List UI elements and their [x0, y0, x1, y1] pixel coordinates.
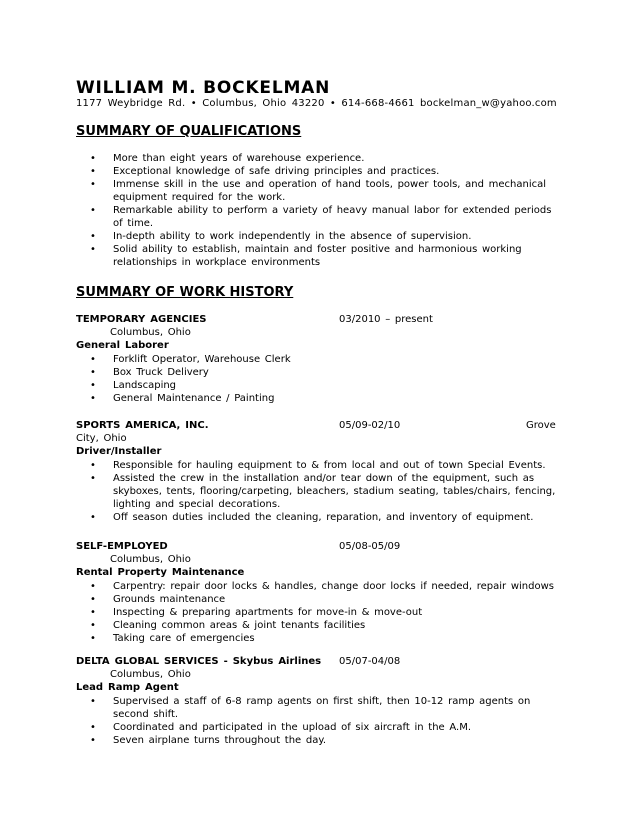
bullet-icon: •: [90, 205, 96, 216]
bullet-icon: •: [90, 607, 96, 618]
job-title: Lead Ramp Agent: [76, 682, 179, 693]
bullet-icon: •: [90, 179, 96, 190]
job-duties: [90, 353, 560, 405]
job-dates: 05/07-04/08: [339, 656, 401, 667]
job-location: Grove: [526, 420, 556, 431]
list-item: • Immense skill in the use and operation of hand tools, power tools, and mechanical equipment required for the work.: [90, 179, 547, 203]
list-item: • Off season duties included the cleaning, reparation, and inventory of equipment.: [90, 512, 534, 523]
bullet-icon: •: [90, 696, 96, 707]
bullet-icon: •: [90, 620, 96, 631]
job-title: General Laborer: [76, 340, 169, 351]
bullet-icon: •: [90, 460, 96, 471]
job-location: Columbus, Ohio: [110, 669, 191, 680]
job-location: Columbus, Ohio: [110, 554, 191, 565]
bullet-icon: •: [90, 244, 96, 255]
bullet-icon: •: [90, 153, 96, 164]
job-company: TEMPORARY AGENCIES: [76, 314, 207, 325]
bullet-icon: •: [90, 735, 96, 746]
bullet-icon: •: [90, 473, 96, 484]
list-item: • Assisted the crew in the installation and/or tear down of the equipment, such as skyboxes, tents, flooring/carpeting, bleachers, stadium seating, tables/chairs, fencing, lighting and special decorations.: [90, 473, 556, 510]
candidate-name: WILLIAM M. BOCKELMAN: [76, 78, 331, 98]
list-item: • Solid ability to establish, maintain and foster positive and harmonious working relationships in workplace environments: [90, 244, 522, 268]
bullet-icon: •: [90, 722, 96, 733]
bullet-icon: •: [90, 231, 96, 242]
bullet-icon: •: [90, 512, 96, 523]
list-item: • Landscaping: [90, 380, 177, 391]
job-dates: 05/09-02/10: [339, 420, 401, 431]
job-company: SPORTS AMERICA, INC.: [76, 420, 209, 431]
job-dates: 03/2010 – present: [339, 314, 433, 325]
bullet-icon: •: [90, 633, 96, 644]
list-item: • Carpentry: repair door locks & handles, change door locks if needed, repair windows: [90, 581, 554, 592]
work-history-heading: SUMMARY OF WORK HISTORY: [76, 285, 294, 300]
job-dates: 05/08-05/09: [339, 541, 401, 552]
bullet-icon: •: [90, 380, 96, 391]
job-duties: [90, 695, 550, 747]
list-item: • Forklift Operator, Warehouse Clerk: [90, 354, 291, 365]
list-item: • Box Truck Delivery: [90, 367, 209, 378]
list-item: • Grounds maintenance: [90, 594, 226, 605]
qualifications-heading: SUMMARY OF QUALIFICATIONS: [76, 124, 302, 139]
job-duties: [90, 459, 570, 524]
bullet-icon: •: [90, 581, 96, 592]
list-item: • Responsible for hauling equipment to & from local and out of town Special Events.: [90, 460, 546, 471]
job-company: SELF-EMPLOYED: [76, 541, 168, 552]
job-location: Columbus, Ohio: [110, 327, 191, 338]
list-item: • Supervised a staff of 6-8 ramp agents on first shift, then 10-12 ramp agents on second shift.: [90, 696, 531, 720]
bullet-icon: •: [90, 354, 96, 365]
list-item: • Cleaning common areas & joint tenants facilities: [90, 620, 366, 631]
qualifications-list: [90, 152, 560, 269]
list-item: • In-depth ability to work independently in the absence of supervision.: [90, 231, 472, 242]
bullet-icon: •: [90, 367, 96, 378]
list-item: • Coordinated and participated in the upload of six aircraft in the A.M.: [90, 722, 472, 733]
bullet-icon: •: [90, 393, 96, 404]
job-title: Rental Property Maintenance: [76, 567, 245, 578]
job-location-continued: City, Ohio: [76, 433, 127, 444]
list-item: • More than eight years of warehouse experience.: [90, 153, 365, 164]
list-item: • Taking care of emergencies: [90, 633, 255, 644]
list-item: • Remarkable ability to perform a variety of heavy manual labor for extended periods of time.: [90, 205, 552, 229]
list-item: • Seven airplane turns throughout the day.: [90, 735, 327, 746]
list-item: • General Maintenance / Painting: [90, 393, 275, 404]
bullet-icon: •: [90, 594, 96, 605]
bullet-icon: •: [90, 166, 96, 177]
contact-line: 1177 Weybridge Rd. • Columbus, Ohio 43220 • 614-668-4661 bockelman_w@yahoo.com: [76, 98, 557, 109]
job-title: Driver/Installer: [76, 446, 162, 457]
job-company: DELTA GLOBAL SERVICES - Skybus Airlines: [76, 656, 322, 667]
job-duties: [90, 580, 580, 645]
list-item: • Exceptional knowledge of safe driving principles and practices.: [90, 166, 440, 177]
list-item: • Inspecting & preparing apartments for move-in & move-out: [90, 607, 423, 618]
